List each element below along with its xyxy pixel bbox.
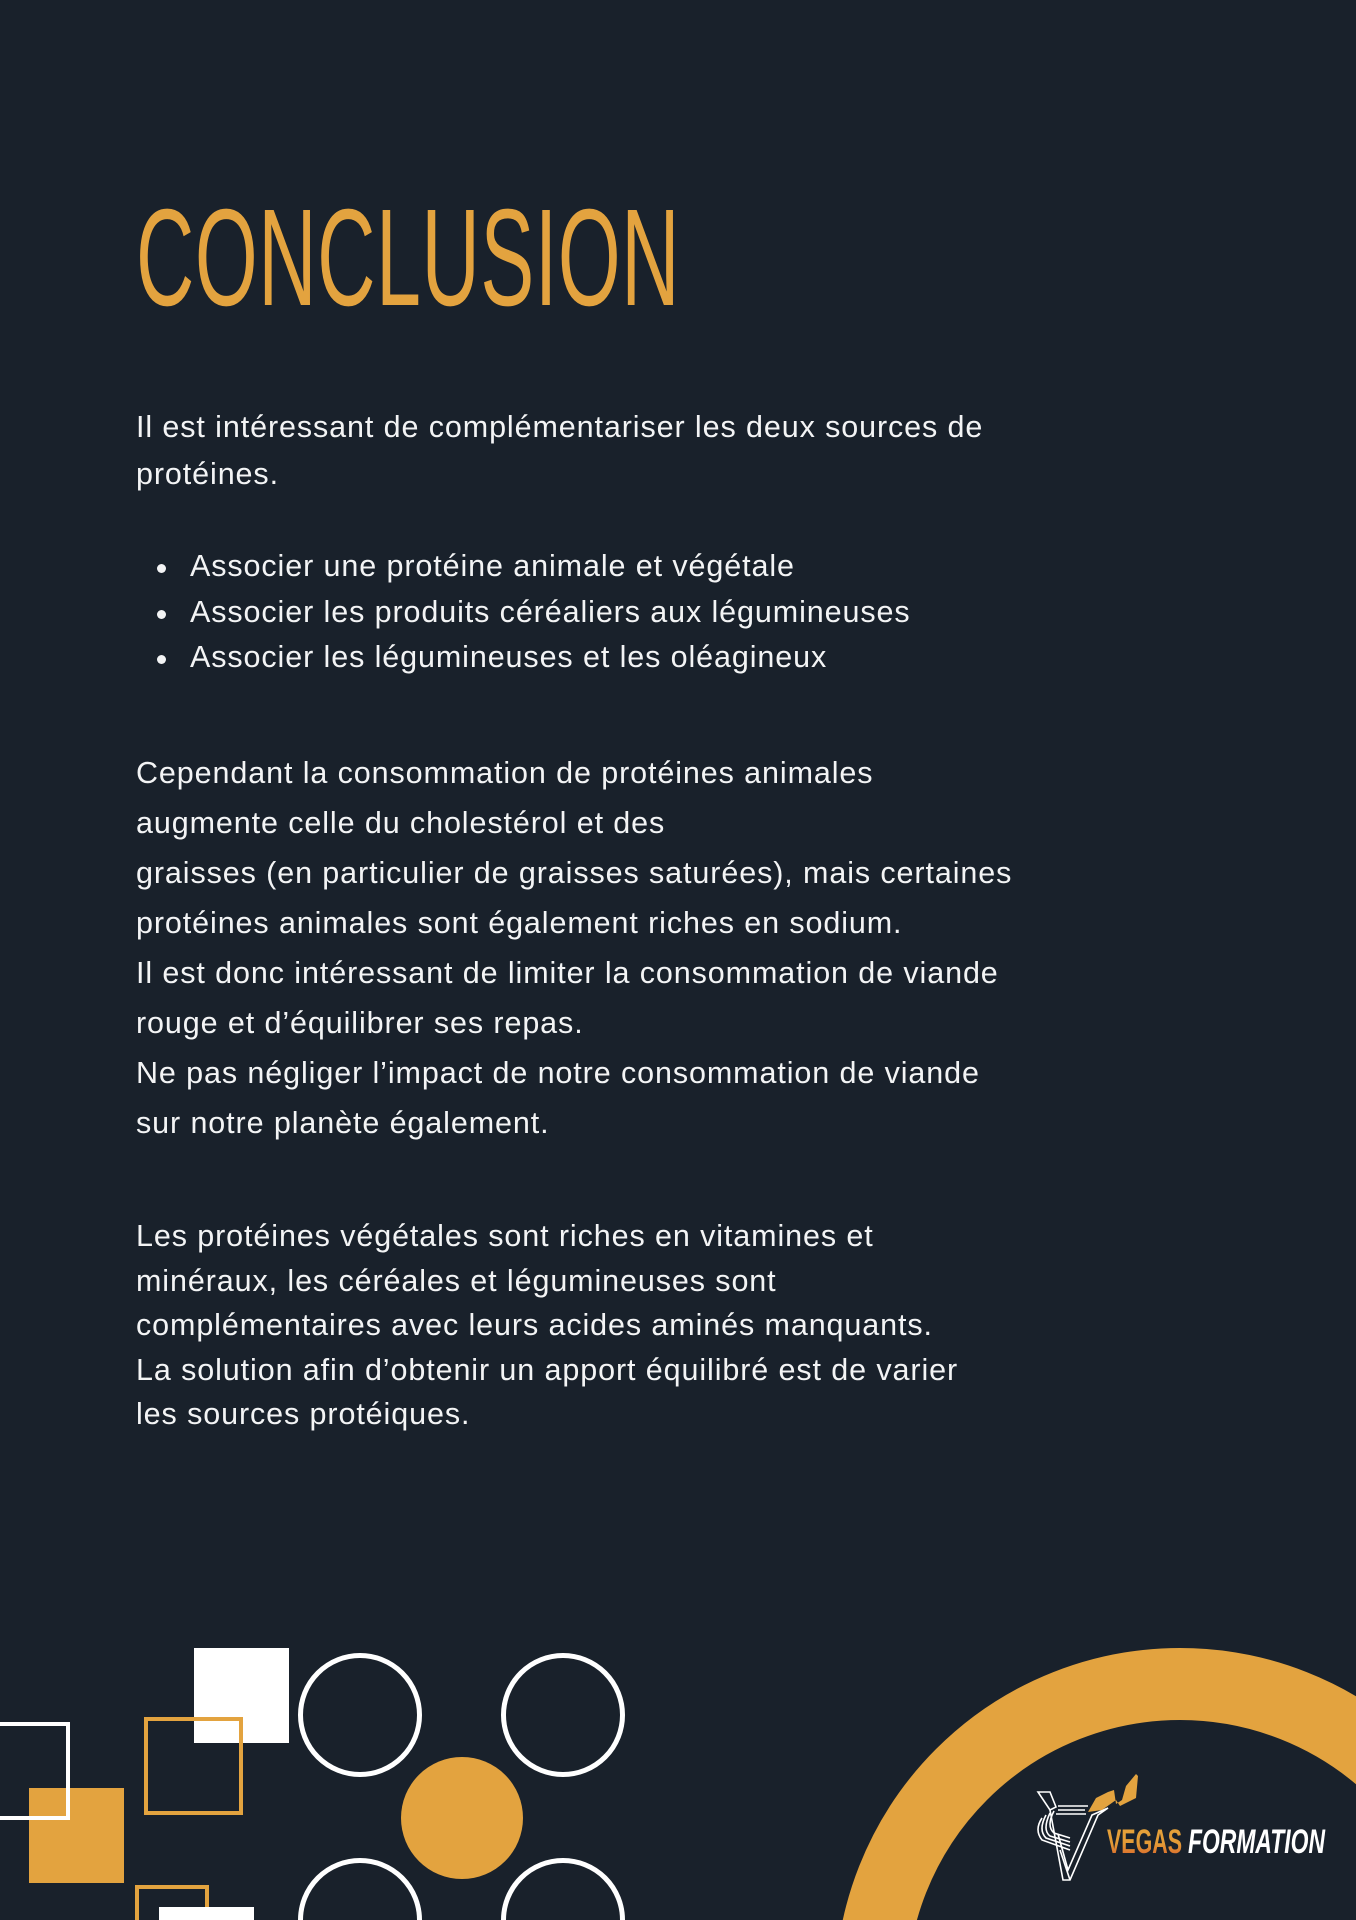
text-line: augmente celle du cholestérol et des	[136, 806, 666, 840]
text-line: sur notre planète également.	[136, 1106, 550, 1140]
list-item-text: Associer les produits céréaliers aux légumineuses	[190, 594, 911, 629]
text-line: Il est intéressant de complémentariser les deux sources de	[136, 410, 984, 444]
text-line: graisses (en particulier de graisses saturées), mais certaines	[136, 856, 1013, 890]
white-outline-circle	[504, 1861, 623, 1920]
list-item-text: Associer une protéine animale et végétale	[190, 549, 795, 583]
text-line: rouge et d’équilibrer ses repas.	[136, 1006, 584, 1040]
orange-arc	[871, 1684, 1356, 1920]
text-line: Il est donc intéressant de limiter la consommation de viande	[136, 956, 999, 990]
white-outline-circle	[504, 1656, 623, 1775]
text-line: Les protéines végétales sont riches en vitamines et	[136, 1219, 874, 1253]
vegas-formation-logo	[1038, 1774, 1326, 1880]
text-line: minéraux, les céréales et légumineuses sont	[136, 1263, 777, 1298]
orange-filled-square	[29, 1788, 124, 1883]
torch-flame-icon	[1088, 1774, 1138, 1812]
white-outline-circle	[301, 1861, 420, 1920]
text-line: les sources protéiques.	[136, 1397, 471, 1431]
white-filled-square-bottom	[159, 1907, 254, 1920]
text-line: Ne pas négliger l’impact de notre consommation de viande	[136, 1056, 980, 1090]
orange-filled-circle	[401, 1757, 523, 1879]
logo-word-vegas: VEGAS	[1107, 1823, 1182, 1861]
white-outline-circle	[301, 1656, 420, 1775]
text-line: protéines animales sont également riches en sodium.	[136, 906, 903, 940]
page-title: CONCLUSION	[136, 181, 681, 335]
text-line: Cependant la consommation de protéines animales	[136, 756, 874, 790]
text-line: La solution afin d’obtenir un apport équilibré est de varier	[136, 1352, 959, 1387]
list-item-text: Associer les légumineuses et les oléagineux	[190, 640, 828, 674]
text-line: complémentaires avec leurs acides aminés manquants.	[136, 1308, 933, 1342]
logo-word-formation: FORMATION	[1188, 1823, 1326, 1861]
text-line: protéines.	[136, 457, 279, 491]
